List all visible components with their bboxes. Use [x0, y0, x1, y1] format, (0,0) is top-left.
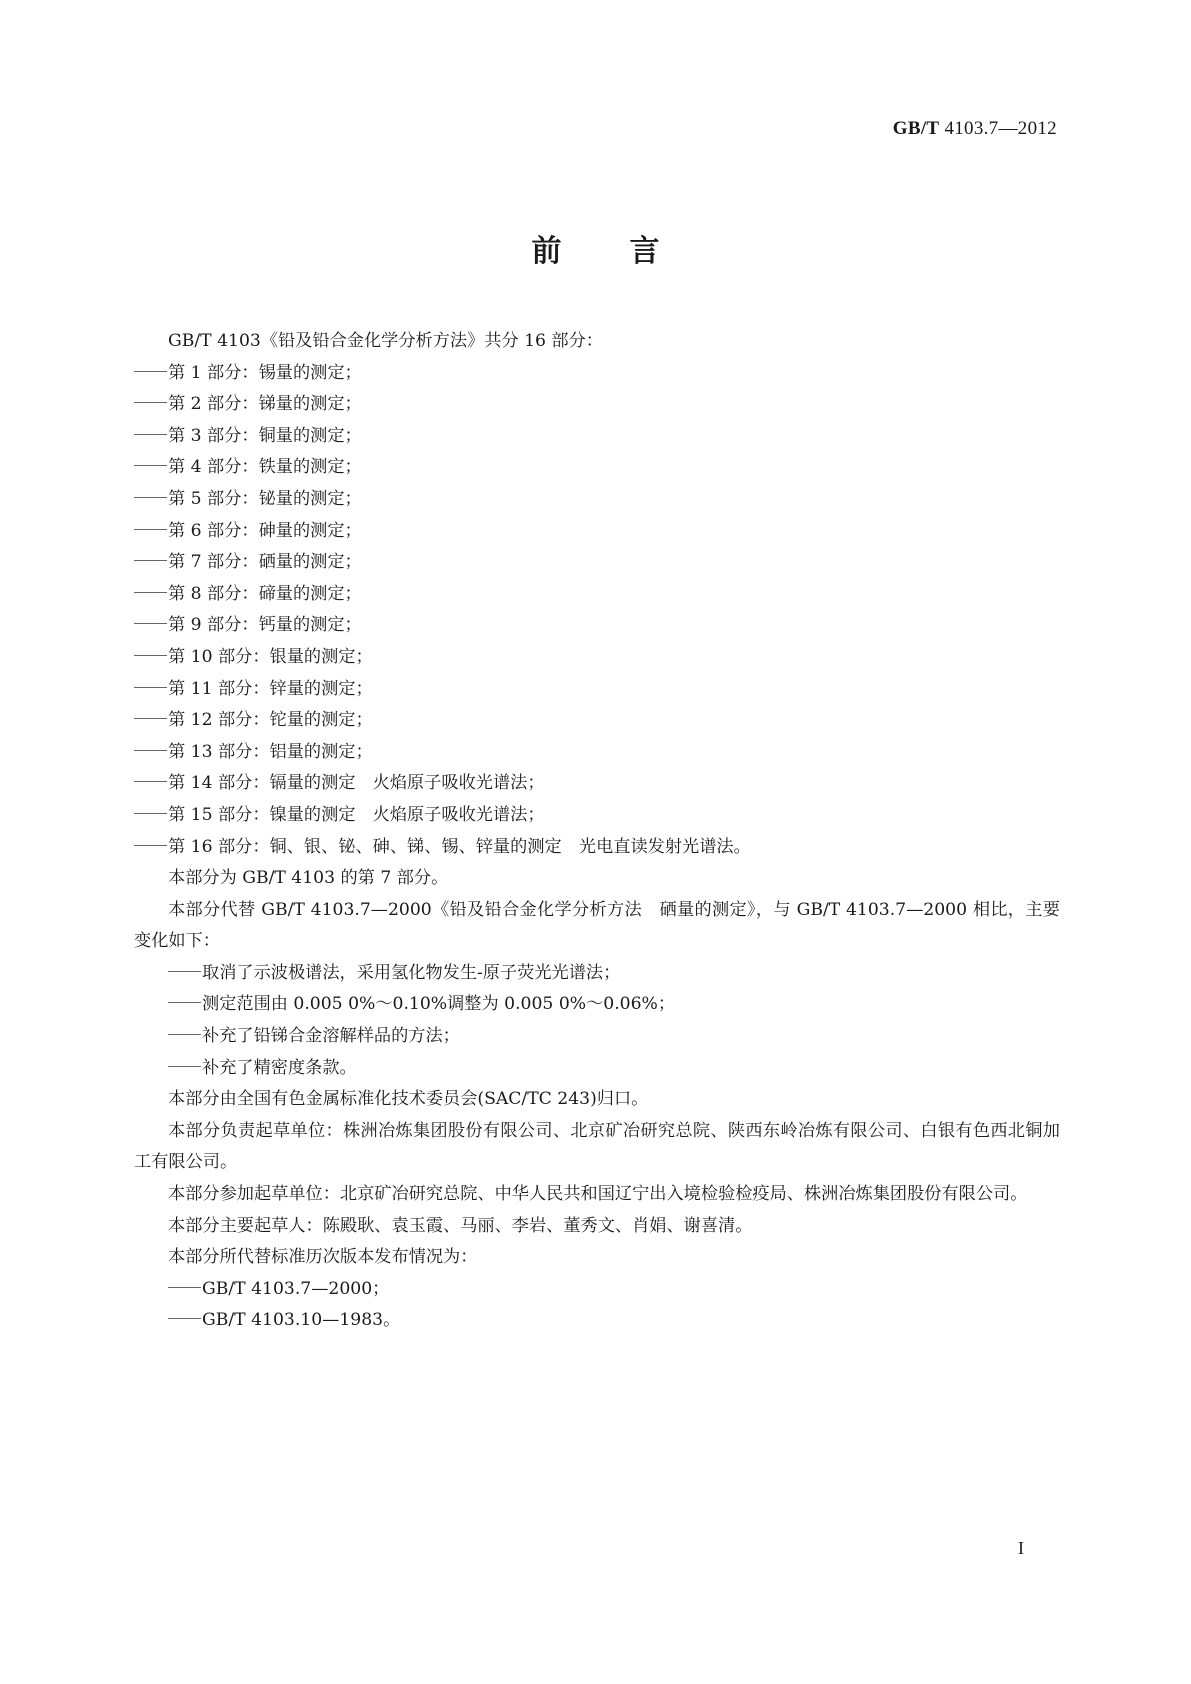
dash-bullet	[168, 1072, 202, 1073]
list-item: 第 1 部分：锡量的测定；	[134, 358, 1060, 390]
list-item: 取消了示波极谱法，采用氢化物发生-原子荧光光谱法；	[134, 958, 1060, 990]
dash-bullet	[134, 440, 168, 441]
page-number: I	[1018, 1538, 1024, 1558]
list-item: GB/T 4103.7—2000；	[134, 1274, 1060, 1306]
list-item: 第 8 部分：碲量的测定；	[134, 579, 1060, 611]
list-item: 第 4 部分：铁量的测定；	[134, 452, 1060, 484]
dash-bullet	[168, 1324, 202, 1325]
list-item: 第 6 部分：砷量的测定；	[134, 516, 1060, 548]
page-title	[0, 226, 1191, 270]
dash-bullet	[168, 1040, 202, 1041]
list-item: 第 14 部分：镉量的测定 火焰原子吸收光谱法；	[134, 768, 1060, 800]
list-item: 第 5 部分：铋量的测定；	[134, 484, 1060, 516]
list-item: 第 15 部分：镍量的测定 火焰原子吸收光谱法；	[134, 800, 1060, 832]
history-intro-paragraph: 本部分所代替标准历次版本发布情况为：	[168, 1247, 478, 1268]
list-item: GB/T 4103.10—1983。	[134, 1305, 1060, 1337]
changes-list	[134, 958, 1060, 1084]
dash-bullet	[134, 756, 168, 757]
dash-bullet	[134, 566, 168, 567]
drafters-paragraph: 本部分主要起草人：陈殿耿、袁玉霞、马丽、李岩、董秀文、肖娟、谢喜清。	[168, 1215, 753, 1236]
list-item: 第 10 部分：银量的测定；	[134, 642, 1060, 674]
dash-bullet	[168, 1293, 202, 1294]
standard-prefix: GB/T	[892, 118, 940, 139]
list-item: 第 12 部分：铊量的测定；	[134, 705, 1060, 737]
dash-bullet	[134, 819, 168, 820]
list-item: 补充了精密度条款。	[134, 1053, 1060, 1085]
dash-bullet	[134, 629, 168, 630]
participating-units-paragraph: 本部分参加起草单位：北京矿冶研究总院、中华人民共和国辽宁出入境检验检疫局、株洲冶炼集团股份有限公司。	[168, 1184, 1028, 1205]
list-item: 测定范围由 0.005 0%～0.10%调整为 0.005 0%～0.06%；	[134, 989, 1060, 1021]
dash-bullet	[134, 693, 168, 694]
list-item: 第 7 部分：硒量的测定；	[134, 547, 1060, 579]
list-item: 第 3 部分：铜量的测定；	[134, 421, 1060, 453]
list-item: 第 11 部分：锌量的测定；	[134, 674, 1060, 706]
dash-bullet	[134, 503, 168, 504]
dash-bullet	[134, 787, 168, 788]
committee-paragraph: 本部分由全国有色金属标准化技术委员会(SAC/TC 243)归口。	[168, 1089, 649, 1110]
dash-bullet	[134, 661, 168, 662]
history-list	[134, 1274, 1060, 1337]
title-char-1: 前	[531, 234, 562, 269]
standard-code	[893, 118, 1057, 140]
dash-bullet	[134, 471, 168, 472]
dash-bullet	[168, 977, 202, 978]
dash-bullet	[134, 598, 168, 599]
dash-bullet	[168, 1008, 202, 1009]
standard-number: 4103.7—2012	[944, 118, 1057, 139]
this-part-paragraph: 本部分为 GB/T 4103 的第 7 部分。	[168, 868, 449, 889]
dash-bullet	[134, 377, 168, 378]
dash-bullet	[134, 851, 168, 852]
list-item: 第 13 部分：铝量的测定；	[134, 737, 1060, 769]
title-char-2: 言	[629, 234, 660, 269]
intro-paragraph: GB/T 4103《铅及铅合金化学分析方法》共分 16 部分：	[168, 331, 603, 351]
parts-list	[134, 358, 1060, 864]
responsible-units-paragraph: 本部分负责起草单位：株洲冶炼集团股份有限公司、北京矿冶研究总院、陕西东岭冶炼有限公司、白银有色西北铜加工有限公司。	[134, 1120, 1060, 1173]
dash-bullet	[134, 724, 168, 725]
dash-bullet	[134, 408, 168, 409]
list-item: 第 16 部分：铜、银、铋、砷、锑、锡、锌量的测定 光电直读发射光谱法。	[134, 832, 1060, 864]
dash-bullet	[134, 535, 168, 536]
list-item: 第 2 部分：锑量的测定；	[134, 389, 1060, 421]
foreword-body	[134, 326, 1060, 1337]
replaces-paragraph: 本部分代替 GB/T 4103.7—2000《铅及铅合金化学分析方法 硒量的测定》，与 GB/T 4103.7—2000 相比，主要变化如下：	[134, 899, 1060, 952]
list-item: 第 9 部分：钙量的测定；	[134, 610, 1060, 642]
list-item: 补充了铅锑合金溶解样品的方法；	[134, 1021, 1060, 1053]
